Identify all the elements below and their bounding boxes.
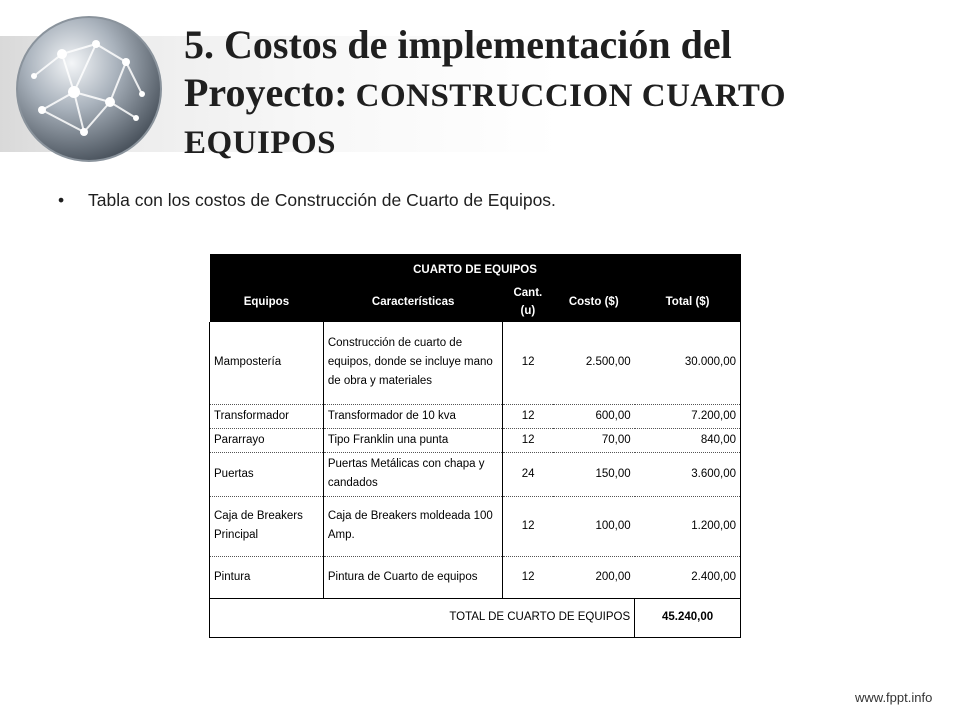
cell-cant: 12 bbox=[503, 322, 553, 404]
cell-costo: 2.500,00 bbox=[553, 322, 635, 404]
footer-website: www.fppt.info bbox=[855, 690, 933, 705]
cell-total: 2.400,00 bbox=[635, 556, 741, 598]
col-header-equipos: Equipos bbox=[210, 282, 324, 322]
cell-caracteristicas: Puertas Metálicas con chapa y candados bbox=[323, 452, 503, 496]
cell-total: 30.000,00 bbox=[635, 322, 741, 404]
bullet-item bbox=[58, 190, 556, 211]
cell-equipo: Pararrayo bbox=[210, 428, 324, 452]
cell-costo: 70,00 bbox=[553, 428, 635, 452]
table-caption-row bbox=[210, 254, 741, 282]
table-row bbox=[210, 496, 741, 556]
cell-caracteristicas: Tipo Franklin una punta bbox=[323, 428, 503, 452]
cell-equipo: Transformador bbox=[210, 404, 324, 428]
cell-costo: 150,00 bbox=[553, 452, 635, 496]
cost-table bbox=[209, 254, 741, 638]
title-line-1: 5. Costos de implementación del bbox=[184, 22, 732, 67]
cell-cant: 12 bbox=[503, 404, 553, 428]
cell-total: 840,00 bbox=[635, 428, 741, 452]
cell-caracteristicas: Transformador de 10 kva bbox=[323, 404, 503, 428]
total-label: TOTAL DE CUARTO DE EQUIPOS bbox=[210, 598, 635, 637]
table-row bbox=[210, 322, 741, 404]
cell-caracteristicas: Caja de Breakers moldeada 100 Amp. bbox=[323, 496, 503, 556]
cell-total: 1.200,00 bbox=[635, 496, 741, 556]
table-row bbox=[210, 404, 741, 428]
col-header-cant-line1: Cant. bbox=[513, 287, 543, 299]
table-total-row bbox=[210, 598, 741, 637]
slide-title bbox=[184, 22, 944, 166]
table-caption: CUARTO DE EQUIPOS bbox=[210, 254, 741, 282]
cell-equipo: Puertas bbox=[210, 452, 324, 496]
cell-costo: 200,00 bbox=[553, 556, 635, 598]
col-header-total: Total ($) bbox=[635, 282, 741, 322]
bullet-dot: • bbox=[58, 190, 65, 210]
cell-cant: 12 bbox=[503, 556, 553, 598]
cell-cant: 12 bbox=[503, 428, 553, 452]
col-header-costo: Costo ($) bbox=[553, 282, 635, 322]
cell-equipo: Pintura bbox=[210, 556, 324, 598]
title-line-3: EQUIPOS bbox=[184, 125, 337, 161]
title-line-2b: CONSTRUCCION CUARTO bbox=[355, 78, 786, 114]
bullet-text: Tabla con los costos de Construcción de Cuarto de Equipos. bbox=[88, 190, 556, 210]
globe-network-icon bbox=[14, 14, 164, 164]
cell-costo: 100,00 bbox=[553, 496, 635, 556]
cell-equipo: Mampostería bbox=[210, 322, 324, 404]
cell-total: 7.200,00 bbox=[635, 404, 741, 428]
cell-caracteristicas: Pintura de Cuarto de equipos bbox=[323, 556, 503, 598]
table-row bbox=[210, 428, 741, 452]
cell-cant: 12 bbox=[503, 496, 553, 556]
table-header-row bbox=[210, 282, 741, 322]
cell-equipo: Caja de Breakers Principal bbox=[210, 496, 324, 556]
total-value: 45.240,00 bbox=[635, 598, 741, 637]
col-header-cant bbox=[503, 282, 553, 322]
cell-cant: 24 bbox=[503, 452, 553, 496]
cell-caracteristicas: Construcción de cuarto de equipos, donde se incluye mano de obra y materiales bbox=[323, 322, 503, 404]
col-header-caracteristicas: Características bbox=[323, 282, 503, 322]
cell-total: 3.600,00 bbox=[635, 452, 741, 496]
table-row bbox=[210, 452, 741, 496]
title-line-2a: Proyecto: bbox=[184, 70, 348, 115]
table-row bbox=[210, 556, 741, 598]
col-header-cant-line2: (u) bbox=[520, 305, 536, 317]
cell-costo: 600,00 bbox=[553, 404, 635, 428]
